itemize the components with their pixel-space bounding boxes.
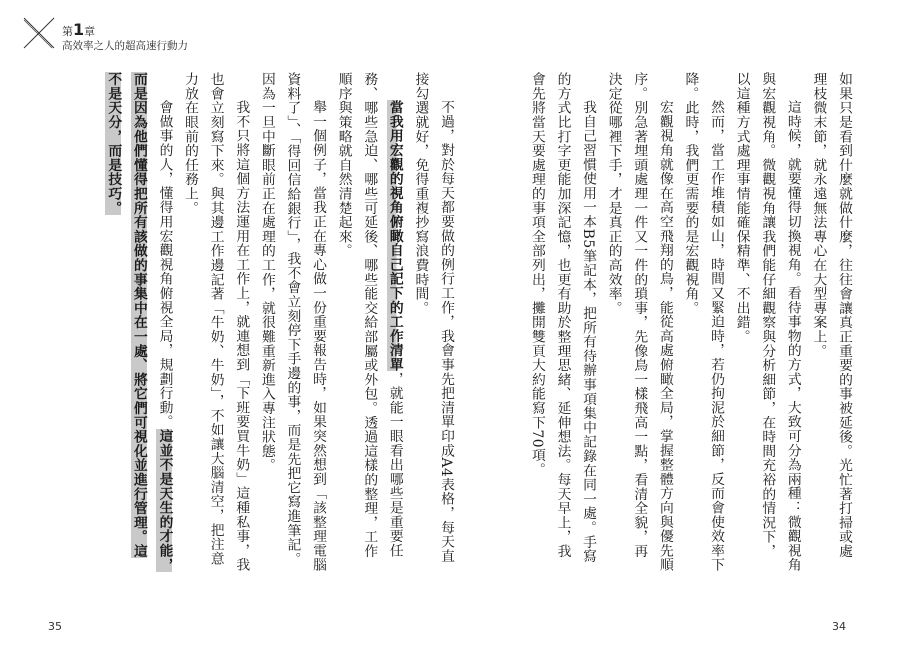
paragraph: 我不只將這個方法運用在工作上，就連想到「下班要買牛奶」這種私事，我也會立刻寫下來。與其邊工作邊記著「牛奶、牛奶」，不如讓大腦清空，把注意力放在眼前的任務上。: [182, 72, 250, 572]
paragraph-text: 會做事的人，懂得用宏觀視角俯視全局，規劃行動。: [156, 99, 173, 429]
paragraph: 我自己習慣使用一本B5筆記本，把所有待辦事項集中記錄在同一處。手寫的方式比打字更能加深記憶，也更有助於整理思緒、延伸想法。每天早上，我會先將當天要處理的事項全部列出，攤開雙頁大約能寫下70項。: [528, 72, 597, 563]
chapter-subtitle: 高效率之人的超高速行動力: [62, 40, 188, 52]
paragraph: 這時候，就要懂得切換視角。看待事物的方式，大致可分為兩種：微觀視角與宏觀視角。微觀視角讓我們能仔細觀察與分析細節，在時間充裕的情況下，以這種方式處理事情能確保精準、不出錯。: [733, 72, 801, 572]
paragraph: 如果只是看到什麼就做什麼，往往會讓真正重要的事被延後。光忙著打掃或處理枝微末節，就永遠無法專心在大型專案上。: [810, 72, 852, 559]
highlighted-phrase: 當我用宏觀的視角俯瞰自己記下的工作清單: [386, 99, 403, 372]
paragraph: 舉一個例子，當我正在專心做一份重要報告時，如果突然想到「該整理電腦資料了」、「得回信給銀行」，我不會立刻停下手邊的事，而是先把它寫進筆記。因為一旦中斷眼前正在處理的工作，就很難重新進入專注狀態。: [258, 72, 327, 572]
paragraph: 不過，對於每天都要做的例行工作，我會事先把清單印成A4表格，每天直接勾選就好，免得重複抄寫浪費時間。: [412, 72, 454, 563]
paragraph: 宏觀視角就像在高空飛翔的鳥，能從高處俯瞰全局，掌握整體方向與優先順序。別急著埋頭處理一件又一件的瑣事，先像鳥一樣飛高一點，看清全貌，再決定從哪裡下手，才是真正的高效率。: [605, 72, 673, 572]
paragraph: [330, 72, 407, 572]
highlighted-conclusion: 這並不是天生的才能，而是因為他們懂得把所有該做的事集中在一處、將它們可視化並進行管理。這不是天分，而是技巧。: [105, 72, 173, 572]
paragraph: 然而，當工作堆積如山，時間又緊迫時，若仍拘泥於細節，反而會使效率下降。此時，我們更需要的是宏觀視角。: [682, 72, 725, 572]
page-number-left: 35: [48, 620, 62, 633]
right-page-text: [498, 72, 856, 572]
page-number-right: 34: [832, 620, 846, 633]
right-page-body: [498, 72, 856, 572]
left-page-body: [98, 72, 458, 572]
left-page-text: [98, 72, 458, 572]
paragraph-text: ，就能一眼看出哪些是重要任務、哪些急迫、哪些可延後、哪些能交給部屬或外包。透過這樣的整理，工作順序與策略就自然清楚起來。: [335, 72, 403, 559]
chapter-label: 第1章: [62, 20, 96, 39]
paragraph: [100, 72, 177, 572]
chapter-cross-mark-icon: [22, 16, 56, 50]
